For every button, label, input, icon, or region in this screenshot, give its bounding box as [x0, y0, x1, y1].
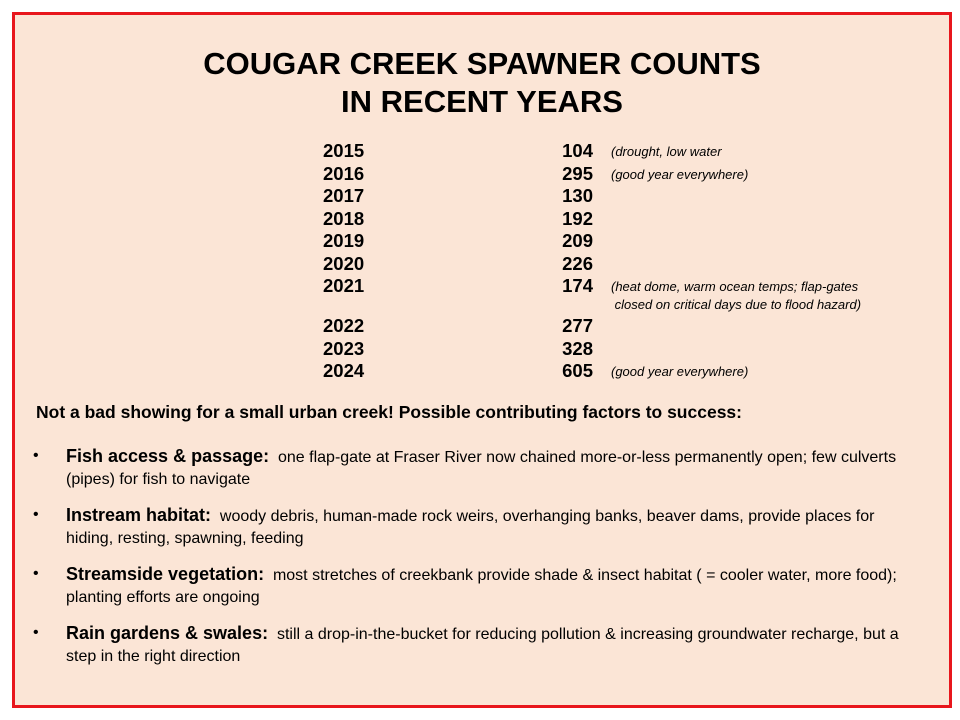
count-row: [323, 338, 923, 361]
year-cell: 2019: [323, 230, 365, 251]
year-cell: 2015: [323, 140, 365, 161]
list-item: [33, 622, 913, 668]
bullet-icon: •: [33, 624, 39, 641]
year-cell: 2022: [323, 315, 365, 336]
intro-text: Not a bad showing for a small urban creek! Possible contributing factors to success:: [36, 402, 742, 422]
count-row: [323, 140, 923, 163]
count-cell: 277: [562, 315, 593, 336]
note-cell: (heat dome, warm ocean temps; flap-gates closed on critical days due to flood hazard): [611, 279, 862, 312]
count-cell: 226: [562, 252, 593, 274]
year-cell: 2018: [323, 207, 365, 229]
factors-list: [33, 445, 913, 681]
count-cell: 328: [562, 337, 593, 359]
list-item: [33, 504, 913, 550]
note-cell: (good year everywhere): [611, 166, 749, 182]
note-cell: (drought, low water: [611, 144, 722, 159]
count-cell: 130: [562, 185, 593, 206]
bullet-icon: •: [33, 447, 39, 464]
page-title: [15, 45, 949, 121]
count-row: [323, 275, 923, 315]
count-row: [323, 163, 923, 186]
year-cell: 2020: [323, 252, 365, 274]
note-cell: (good year everywhere): [611, 364, 749, 379]
year-cell: 2023: [323, 337, 365, 359]
count-cell: 209: [562, 230, 593, 251]
count-cell: 295: [562, 162, 593, 184]
list-item: [33, 563, 913, 609]
factor-text: still a drop-in-the-bucket for reducing pollution & increasing groundwater recharge, but a step in the right direction: [66, 626, 899, 665]
factor-heading: Rain gardens & swales:: [66, 623, 269, 643]
year-cell: 2024: [323, 360, 365, 381]
factor-heading: Fish access & passage:: [66, 446, 270, 466]
count-cell: 174: [562, 275, 593, 296]
count-row: [323, 253, 923, 276]
count-cell: 605: [562, 360, 593, 381]
year-cell: 2017: [323, 185, 365, 206]
factor-heading: Streamside vegetation:: [66, 564, 265, 584]
factor-heading: Instream habitat:: [66, 505, 212, 525]
count-row: [323, 230, 923, 253]
count-row: [323, 315, 923, 338]
title-line-1: COUGAR CREEK SPAWNER COUNTS: [203, 46, 761, 81]
count-row: [323, 185, 923, 208]
count-row: [323, 360, 923, 383]
bullet-icon: •: [33, 565, 39, 582]
spawner-counts-table: [323, 140, 923, 383]
title-line-2: IN RECENT YEARS: [341, 84, 623, 119]
count-row: [323, 208, 923, 231]
list-item: [33, 445, 913, 491]
factor-text: woody debris, human-made rock weirs, overhanging banks, beaver dams, provide places for hiding, resting, spawning, feeding: [66, 508, 875, 547]
year-cell: 2021: [323, 275, 365, 296]
year-cell: 2016: [323, 162, 365, 184]
bullet-icon: •: [33, 506, 39, 523]
factor-text: one flap-gate at Fraser River now chained more-or-less permanently open; few culverts (pipes) for fish to navigate: [66, 449, 897, 488]
factor-text: most stretches of creekbank provide shade & insect habitat ( = cooler water, more food); planting efforts are ongoing: [66, 567, 897, 606]
slide: [12, 12, 952, 708]
count-cell: 192: [562, 207, 593, 229]
count-cell: 104: [562, 140, 593, 161]
